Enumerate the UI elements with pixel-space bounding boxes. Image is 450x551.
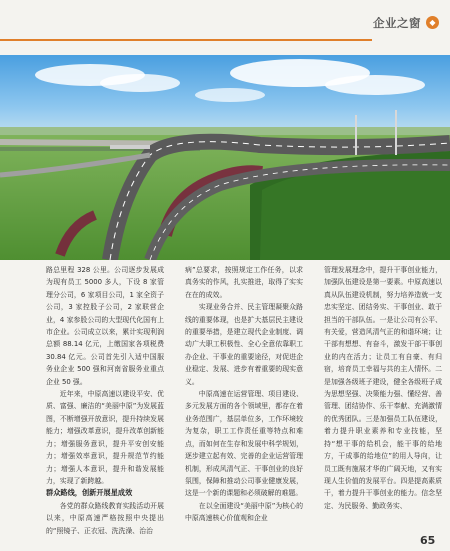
- paragraph: 管理发展理念中，提升干事创业能力，加强队伍建设是第一要素。中原高速以真从队伍建设机制，努力培养造就一支忠实坚定、团结务实、干事创业、敢于担当的干部队伍。一是让公司有公平、有关爱，营造风清气正的和谐环境；让干部有想想、有奋斗，激发干部干事创业的内在活力；让员工有自豪、有归宿，培育员工幸福与共的主人情怀。二是加强各级班子建设，健全各级班子成为思想坚强、决策能力强、懂经营、善管理、团结协作、乐干奉献、充满激情的优秀团队。三是加强员工队伍建设，着力提升职业素养和专业技能，坚持“想干事的给机会，能干事的给地方，干成事的给地位”的用人导向，让员工既有施展才华的广阔天地，又有实现人生价值的发展平台。四是提高素质干，着力提升干事创业的能力。信念坚定、为民服务、勤政务实、: [324, 266, 442, 510]
- diamond-badge-icon: ◆: [426, 16, 439, 29]
- section-title: 企业之窗: [373, 16, 421, 30]
- article-column-2: [185, 264, 303, 525]
- article-column-3: [324, 264, 442, 512]
- highway-photo-illustration: [0, 55, 450, 260]
- paragraph: 路总里程 328 公里。公司逐步发展成为现有员工 5000 多人，下设 8 家管理分公司，6 家项目公司，1 家全资子公司，3 家控股子公司，2 家联营企业，4 家参股公司的大型现代化国有上市企业。公司成立以来，累计实现利润总额 88.14 亿元，上缴国家各项税费 30.84 亿元。公司首先引入适中国服务业企业 500 强和河南省服务业重点企业 50 强。: [46, 266, 164, 386]
- paragraph: 中原高速在运营管理、项目建设、多元发展方面的各个领域里，都存在着业务范围广，基层单位多，工作环境较为复杂，职工工作责任重等特点和难点，而如何在生存和发展中科学规划，逐步建立起有效、完善的企业运营管理机制，形成风清气正、干事创业的良好氛围，保障和推动公司事业健康发展，这是一个新的课题和必须破解的难题。: [185, 390, 303, 498]
- header-rule: [0, 39, 372, 41]
- highway-interchange-photo: [0, 55, 450, 260]
- page-number: 65: [420, 534, 436, 547]
- article-body: [46, 264, 442, 534]
- paragraph: 近年来，中原高速以建设平安、优质、富强、廉洁的“美丽中原”为发展蓝图，不断增强开放意识，提升持续发展能力；增强改革意识，提升改革创新能力；增强服务意识，提升平安创安能力；增强效率意识，提升规范节约能力；增强人本意识，提升和谐发展能力，实现了新跨越。: [46, 390, 164, 485]
- article-column-1: [46, 264, 164, 537]
- section-subheading: 群众路线，创新开展星成效: [46, 488, 133, 498]
- paragraph: 实现业务合并、民主管理凝聚众路线的重要体现，也是扩大基层民主建设的重要举措，是建立现代企业制度、调动广大职工积极性、全心全意依靠职工办企业、干事业的重要途径，对促进企业稳定、发展、进步有着重要的现实意义。: [185, 303, 303, 386]
- paragraph: 病”总要求，按照规定工作任务，以求真务实的作风，扎实推进，取得了实实在在的成效。: [185, 266, 303, 299]
- paragraph: 各党的群众路线教育实践活动开展以来，中原高速严格按照中央提出的“照镜子、正衣冠、洗洗澡、治治: [46, 501, 164, 535]
- paragraph: 在以全面建设“美丽中原”为核心的中原高速核心价值观和企业: [185, 501, 303, 523]
